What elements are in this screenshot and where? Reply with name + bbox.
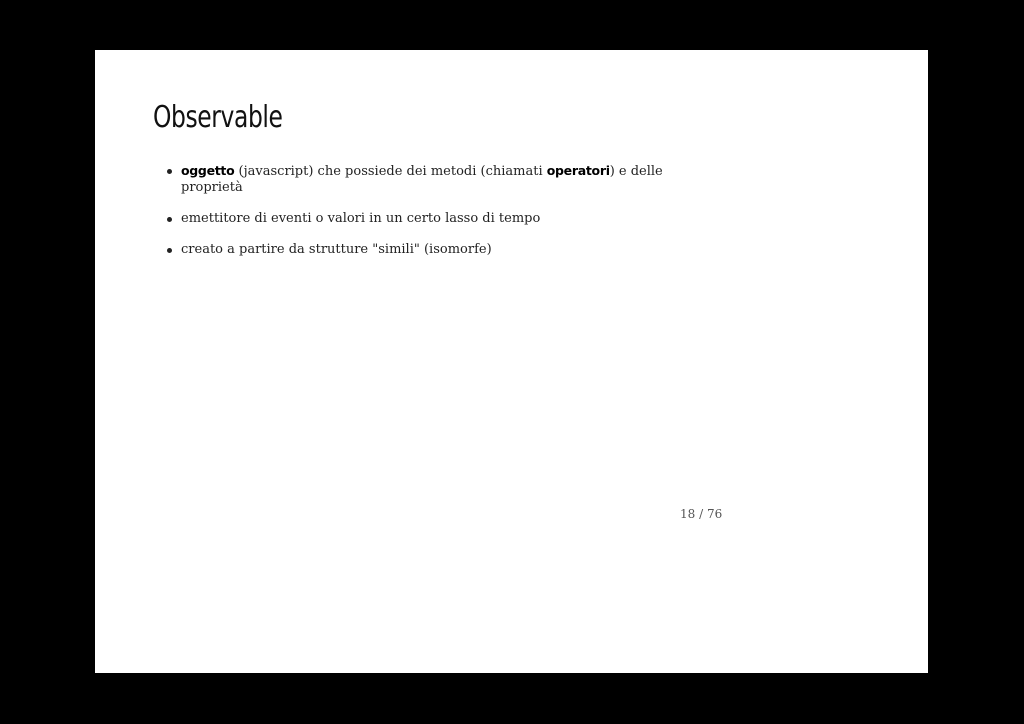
bullet-item	[167, 242, 667, 258]
bullet-text: emettitore di eventi o valori in un certo lasso di tempo	[181, 211, 541, 226]
slide	[95, 50, 928, 673]
bullet-text: creato a partire da strutture "simili" (isomorfe)	[181, 242, 492, 257]
bullet-dot-icon	[167, 169, 172, 174]
bullet-item	[167, 163, 667, 196]
bullet-text: (javascript) che possiede dei metodi (chiamati	[234, 164, 547, 179]
bullet-list	[167, 163, 667, 273]
bullet-dot-icon	[167, 217, 172, 222]
page-number: 18 / 76	[680, 507, 723, 521]
bullet-term: oggetto	[181, 163, 235, 178]
bullet-text: ) e delle proprietà	[181, 164, 663, 195]
bullet-dot-icon	[167, 248, 172, 253]
bullet-item	[167, 211, 667, 227]
slide-title: Observable	[153, 100, 283, 135]
bullet-term: operatori	[546, 163, 610, 178]
